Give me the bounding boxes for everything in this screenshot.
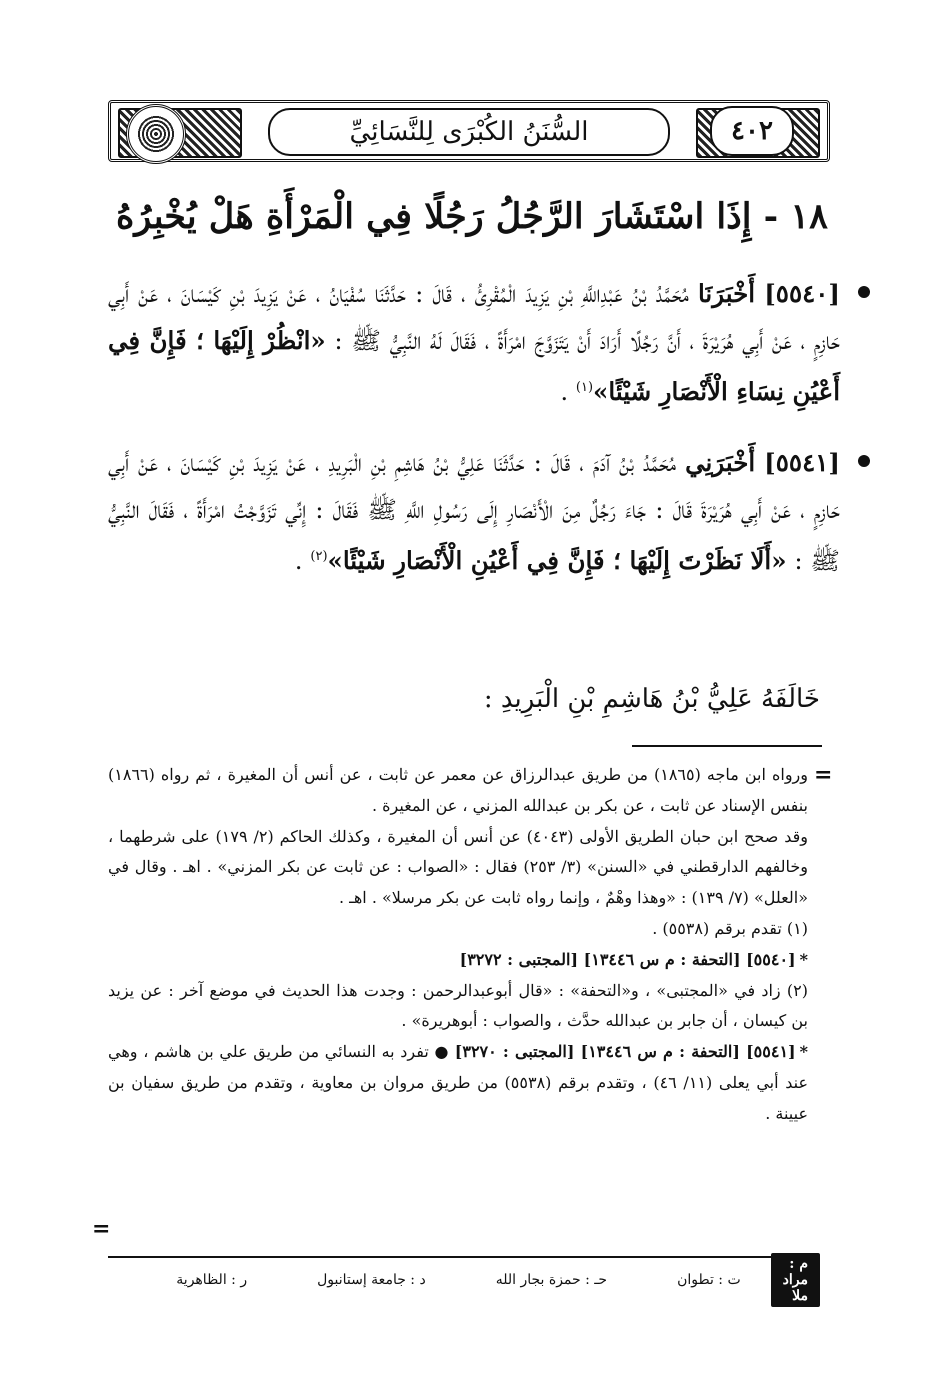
footnote-marker: (١) — [575, 380, 594, 395]
star-icon: * — [799, 949, 808, 969]
manuscript-t: ت : تطوان — [677, 1272, 741, 1288]
footnote-marker: (٢) — [310, 549, 328, 564]
footnote-2: (٢) زاد في «المجتبى» ، و«التحفة» : «قال أبوعبدالرحمن : وجدت هذا الحديث في موضع آخر : عن يزيد بن كيسان ، أن جابر بن عبدالله حدَّث ، والصواب : أبوهريرة» . — [108, 980, 808, 1031]
manuscript-h: حـ : حمزة بجار الله — [495, 1272, 608, 1288]
bottom-separator — [108, 1256, 820, 1258]
hadith-isnad: مُحَمَّدُ بْنُ عَبْدِاللَّهِ بْنِ يَزِيدَ الْمُقْرِئُ ، قَالَ : حَدَّثَنَا سُفْيَانُ ، عَنْ يَزِيدَ بْنِ كَيْسَانَ ، عَنْ أَبِي حَازِمٍ ، عَنْ أَبِي هُرَيْرَةَ ، أَنَّ رَجُلًا أَرَادَ أَنْ يَتَزَوَّجَ امْرَأَةً ، فَقَالَ لَهُ النَّبِيُّ ﷺ : — [108, 279, 840, 355]
manuscript-legend — [108, 1256, 820, 1304]
footnotes — [108, 760, 808, 1130]
footnote-continued-2: وقد صحح ابن حبان الطريق الأولى (٤٠٤٣) عن أنس أن المغيرة ، وكذلك الحاكم (٢/ ١٧٩) على شرطهما ، وخالفهم الدارقطني في «السنن» (٣/ ٢٥٣) فقال : «الصواب : عن ثابت عن بكر المزني» . اهـ . وقال في «العلل» (٧/ ١٣٩) : «وهذا وهْمٌ ، وإنما رواه ثابت عن بكر مرسلا» . اهـ . — [108, 826, 809, 908]
bullet-icon — [858, 286, 870, 298]
hadith-5540 — [108, 270, 840, 415]
page-number: ٤٠٢ — [710, 106, 794, 156]
akhbarani-word: أَخْبَرَنِي — [685, 448, 756, 477]
manuscript-m: م : مراد ملا — [771, 1253, 820, 1307]
star-icon: * — [799, 1042, 808, 1062]
continuation-mark-bottom: = — [92, 1216, 111, 1242]
hadith-number: [٥٥٤١] — [764, 448, 840, 477]
takhrij-5541: *[٥٥٤١] [التحفة : م س ١٣٤٤٦] [المجتبى : ٣٢٧٠] ● تفرد به النسائي من طريق علي بن هاشم ، وهي عند أبي يعلى (١١/ ٤٦) ، وتقدم برقم (٥٥٣٨) من طريق مروان بن معاوية ، وتقدم من طريق سفيان بن عيينة . — [108, 1042, 808, 1123]
chapter-title: ١٨ - إِذَا اسْتَشَارَ الرَّجُلُ رَجُلًا فِي الْمَرْأَةِ هَلْ يُخْبِرُهُ — [116, 196, 828, 237]
akhbarana-word: أَخْبَرَنَا — [697, 279, 756, 308]
bullet-icon — [858, 455, 870, 467]
footnote-continued-1: ورواه ابن ماجه (١٨٦٥) من طريق عبدالرزاق عن معمر عن ثابت ، عن أنس أن المغيرة ، ثم رواه (١٨٦٦) بنفس الإسناد عن ثابت ، عن بكر بن عبدالله المزني ، عن المغيرة . — [108, 765, 809, 815]
khalafahu-line: خَالَفَهُ عَلِيُّ بْنُ هَاشِمِ بْنِ الْبَرِيدِ : — [483, 684, 820, 714]
footnote-separator — [632, 745, 822, 747]
hadith-matn: «انْظُرْ إِلَيْهَا ؛ فَإِنَّ فِي أَعْيُنِ نِسَاءِ الْأَنْصَارِ شَيْئًا» — [108, 326, 840, 407]
hadith-matn: «أَلَا نَظَرْتَ إِلَيْهَا ؛ فَإِنَّ فِي أَعْيُنِ الْأَنْصَارِ شَيْئًا» — [327, 546, 787, 576]
continuation-mark-top: = — [814, 762, 833, 788]
book-title: السُّنَنُ الكُبْرَى لِلنَّسَائِيِّ — [268, 108, 670, 156]
hadith-end: . — [560, 377, 569, 407]
logo-medallion-icon — [126, 104, 186, 164]
hadith-5541 — [108, 439, 840, 584]
manuscript-d: د : جامعة إستانبول — [317, 1272, 426, 1288]
hadith-isnad: مُحَمَّدُ بْنُ آدَمَ ، قَالَ : حَدَّثَنَا عَلِيُّ بْنُ هَاشِمِ بْنِ الْبَرِيدِ ، عَنْ يَزِيدَ بْنِ كَيْسَانَ ، عَنْ أَبِي حَازِمٍ ، عَنْ أَبِي هُرَيْرَةَ قَالَ : جَاءَ رَجُلٌ مِنَ الْأَنْصَارِ إِلَى رَسُولِ اللَّهِ ﷺ فَقَالَ : إِنِّي تَزَوَّجْتُ امْرَأَةً ، فَقَالَ النَّبِيُّ ﷺ : — [108, 448, 840, 576]
hadith-end: . — [294, 546, 303, 576]
hadith-number: [٥٥٤٠] — [764, 279, 841, 308]
footnote-1: (١) تقدم برقم (٥٥٣٨) . — [652, 918, 808, 938]
takhrij-5540: *[٥٥٤٠] [التحفة : م س ١٣٤٤٦] [المجتبى : ٣٢٧٢] — [459, 949, 808, 969]
page-header — [108, 100, 830, 162]
manuscript-r: ر : الظاهرية — [176, 1272, 248, 1288]
